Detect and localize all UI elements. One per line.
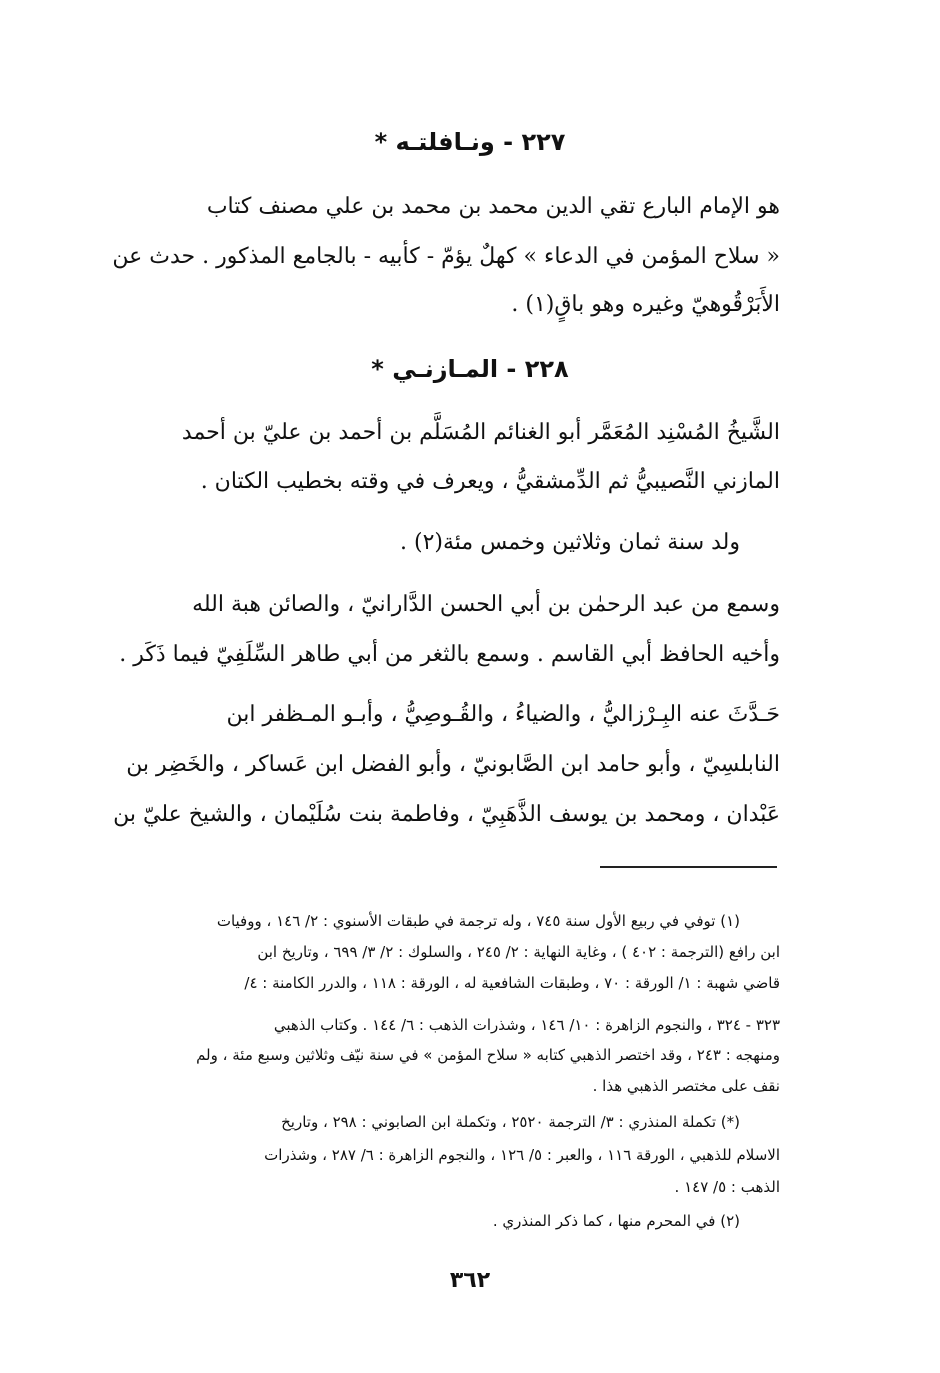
entry-number: ٢٢٨ - bbox=[506, 355, 569, 383]
entry-name: المـازنـي bbox=[392, 355, 499, 383]
entry-name: ونـافلتـه bbox=[395, 128, 495, 156]
entry-228-para-4-line-2: النابلسِيّ ، وأبو حامد ابن الصَّابونيّ ، وأبو الفضل ابن عَساكر ، والخَضِر بن bbox=[126, 752, 780, 777]
star-marker: * bbox=[374, 128, 388, 156]
page-number: ٣٦٢ bbox=[449, 1268, 491, 1293]
footnote-1-line-1: (١) توفي في ربيع الأول سنة ٧٤٥ ، وله ترجمة في طبقات الأسنوي : ٢/ ١٤٦ ، ووفيات bbox=[216, 912, 740, 930]
entry-227-line-1: هو الإمام البارع تقي الدين محمد بن محمد بن علي مصنف كتاب bbox=[206, 194, 780, 219]
footnote-1-line-5: ومنهجه : ٢٤٣ ، وقد اختصر الذهبي كتابه « سلاح المؤمن » في سنة نيّف وثلاثين وسبع مئة ، ولم bbox=[196, 1046, 780, 1064]
entry-228-para-1-line-1: الشَّيخُ المُسْنِد المُعَمَّر أبو الغنائم المُسَلَّم بن أحمد بن عليّ بن أحمد bbox=[181, 420, 780, 445]
entry-heading-228 bbox=[0, 353, 940, 385]
star-marker: * bbox=[371, 355, 384, 383]
footnote-1-line-6: نقف على مختصر الذهبي هذا . bbox=[592, 1077, 780, 1095]
entry-228-para-4-line-3: عَبْدان ، ومحمد بن يوسف الذَّهَبِيّ ، وفاطمة بنت سُلَيْمان ، والشيخ عليّ بن bbox=[113, 802, 780, 827]
entry-227-line-3: الأَبَرْقُوهيّ وغيره وهو باقٍ(١) . bbox=[511, 292, 780, 317]
footnote-1-line-3: قاضي شهبة : ١/ الورقة : ٧٠ ، وطبقات الشافعية له ، الورقة : ١١٨ ، والدرر الكامنة : ٤/ bbox=[244, 974, 780, 992]
footnote-2-line-1: (٢) في المحرم منها ، كما ذكر المنذري . bbox=[492, 1212, 740, 1230]
footnote-1-line-4: ٣٢٣ - ٣٢٤ ، والنجوم الزاهرة : ١٠/ ١٤٦ ، وشذرات الذهب : ٦/ ١٤٤ . وكتاب الذهبي bbox=[273, 1016, 780, 1034]
footnote-star-line-2: الاسلام للذهبي ، الورقة ١١٦ ، والعبر : ٥/ ١٢٦ ، والنجوم الزاهرة : ٦/ ٢٨٧ ، وشذرات bbox=[264, 1146, 780, 1164]
footnote-separator bbox=[600, 866, 777, 868]
entry-228-para-3-line-2: وأخيه الحافظ أبي القاسم . وسمع بالثغر من أبي طاهر السِّلَفِيّ فيما ذَكَر . bbox=[119, 642, 780, 667]
entry-227-line-2: « سلاح المؤمن في الدعاء » كهلٌ يؤمّ - كأبيه - بالجامع المذكور . حدث عن bbox=[112, 244, 780, 269]
entry-228-para-4-line-1: حَـدَّثَ عنه البِـرْزاليُّ ، والضياءُ ، والقُـوصِيُّ ، وأبـو المـظفر ابن bbox=[226, 702, 780, 727]
footnote-star-line-3: الذهب : ٥/ ١٤٧ . bbox=[674, 1178, 780, 1196]
entry-number: ٢٢٧ - bbox=[503, 128, 566, 156]
entry-heading-227 bbox=[0, 126, 940, 158]
entry-228-para-3-line-1: وسمع من عبد الرحمٰن بن أبي الحسن الدَّارانيّ ، والصائن هبة الله bbox=[192, 592, 780, 617]
entry-228-para-2-line-1: ولد سنة ثمان وثلاثين وخمس مئة(٢) . bbox=[400, 530, 740, 555]
entry-228-para-1-line-2: المازني النَّصيبيُّ ثم الدِّمشقيُّ ، ويعرف في وقته بخطيب الكتان . bbox=[200, 469, 780, 494]
footnote-1-line-2: ابن رافع (الترجمة : ٤٠٢ ) ، وغاية النهاية : ٢/ ٢٤٥ ، والسلوك : ٢/ ٣/ ٦٩٩ ، وتاريخ ابن bbox=[257, 943, 780, 961]
footnote-star-line-1: (*) تكملة المنذري : ٣/ الترجمة ٢٥٢٠ ، وتكملة ابن الصابوني : ٢٩٨ ، وتاريخ bbox=[281, 1113, 740, 1131]
